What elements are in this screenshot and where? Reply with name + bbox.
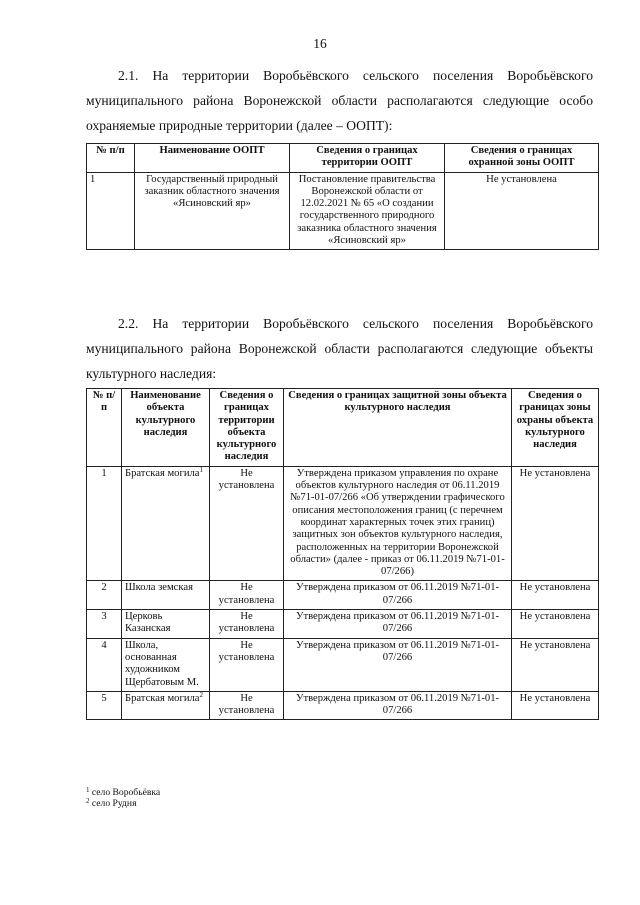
- header-protection: Сведения о границах защитной зоны объекта культурного наследия: [284, 389, 512, 467]
- cell-zone: Не установлена: [512, 691, 599, 720]
- cell-num: 2: [87, 581, 122, 610]
- cell-zone: Не установлена: [512, 638, 599, 691]
- header-buffer: Сведения о границах охранной зоны ООПТ: [445, 144, 599, 173]
- header-name: Наименование ООПТ: [135, 144, 290, 173]
- footnote-text: село Воробьёвка: [91, 787, 161, 798]
- cell-name: Государственный природный заказник областного значения «Ясиновский яр»: [135, 172, 290, 250]
- footnote-text: село Рудня: [91, 798, 137, 809]
- cell-protection: Утверждена приказом от 06.11.2019 №71-01-07/266: [284, 691, 512, 720]
- header-territory: Сведения о границах территории ООПТ: [290, 144, 445, 173]
- oopt-table: [86, 143, 599, 250]
- table-row: [87, 172, 599, 250]
- cell-territory: Не установлена: [210, 581, 284, 610]
- header-territory: Сведения о границах территории объекта культурного наследия: [210, 389, 284, 467]
- cell-zone: Не установлена: [512, 610, 599, 639]
- cell-name: [122, 466, 210, 581]
- cell-territory: Не установлена: [210, 691, 284, 720]
- table-header-row: [87, 144, 599, 173]
- section-2-2-paragraph: 2.2. На территории Воробьёвского сельского поселения Воробьёвского муниципального района Воронежской области располагаются следующие объекты культурного наследия:: [86, 316, 593, 381]
- cell-buffer: Не установлена: [445, 172, 599, 250]
- cell-zone: Не установлена: [512, 581, 599, 610]
- header-name: Наименование объекта культурного наследия: [122, 389, 210, 467]
- table-row: [87, 466, 599, 581]
- footnote: [86, 787, 160, 798]
- footnote: [86, 798, 160, 809]
- section-2-1-paragraph: 2.1. На территории Воробьёвского сельского поселения Воробьёвского муниципального района Воронежской области располагаются следующие особо охраняемые природные территории (далее – ООПТ):: [86, 68, 593, 133]
- cell-territory: Не установлена: [210, 466, 284, 581]
- footnotes: [86, 787, 160, 809]
- footnote-mark: 2: [86, 797, 90, 805]
- cell-name: Школа земская: [122, 581, 210, 610]
- cell-protection: Утверждена приказом управления по охране объектов культурного наследия от 06.11.2019 №71-01-07/266 «Об утверждении графического описания местоположения границ (с перечнем координат характерных точек этих границ) защитных зон объектов культурного наследия, расположенных на территории Воронежской области» (далее - приказ от 06.11.2019 №71-01-07/266): [284, 466, 512, 581]
- cell-num: 3: [87, 610, 122, 639]
- cell-num: 1: [87, 172, 135, 250]
- cell-num: 5: [87, 691, 122, 720]
- header-num: № п/п: [87, 389, 122, 467]
- footnote-ref: 1: [199, 465, 203, 474]
- cell-name-text: Братская могила: [125, 467, 200, 479]
- cell-name: Школа, основанная художником Щербатовым М.: [122, 638, 210, 691]
- cell-protection: Утверждена приказом от 06.11.2019 №71-01-07/266: [284, 581, 512, 610]
- table-row: [87, 581, 599, 610]
- heritage-table: [86, 388, 599, 720]
- cell-name: [122, 691, 210, 720]
- table-header-row: [87, 389, 599, 467]
- cell-name-text: Братская могила: [125, 692, 200, 704]
- cell-num: 4: [87, 638, 122, 691]
- cell-num: 1: [87, 466, 122, 581]
- header-num: № п/п: [87, 144, 135, 173]
- cell-zone: Не установлена: [512, 466, 599, 581]
- cell-territory: Не установлена: [210, 638, 284, 691]
- cell-name: Церковь Казанская: [122, 610, 210, 639]
- cell-territory: Не установлена: [210, 610, 284, 639]
- table-row: [87, 638, 599, 691]
- table-row: [87, 691, 599, 720]
- cell-protection: Утверждена приказом от 06.11.2019 №71-01-07/266: [284, 610, 512, 639]
- header-zone: Сведения о границах зоны охраны объекта культурного наследия: [512, 389, 599, 467]
- cell-protection: Утверждена приказом от 06.11.2019 №71-01-07/266: [284, 638, 512, 691]
- footnote-mark: 1: [86, 786, 90, 794]
- page-number: 16: [313, 36, 327, 51]
- table-row: [87, 610, 599, 639]
- cell-territory: Постановление правительства Воронежской области от 12.02.2021 № 65 «О создании государственного природного заказника областного значения «Ясиновский яр»: [290, 172, 445, 250]
- footnote-ref: 2: [199, 690, 203, 699]
